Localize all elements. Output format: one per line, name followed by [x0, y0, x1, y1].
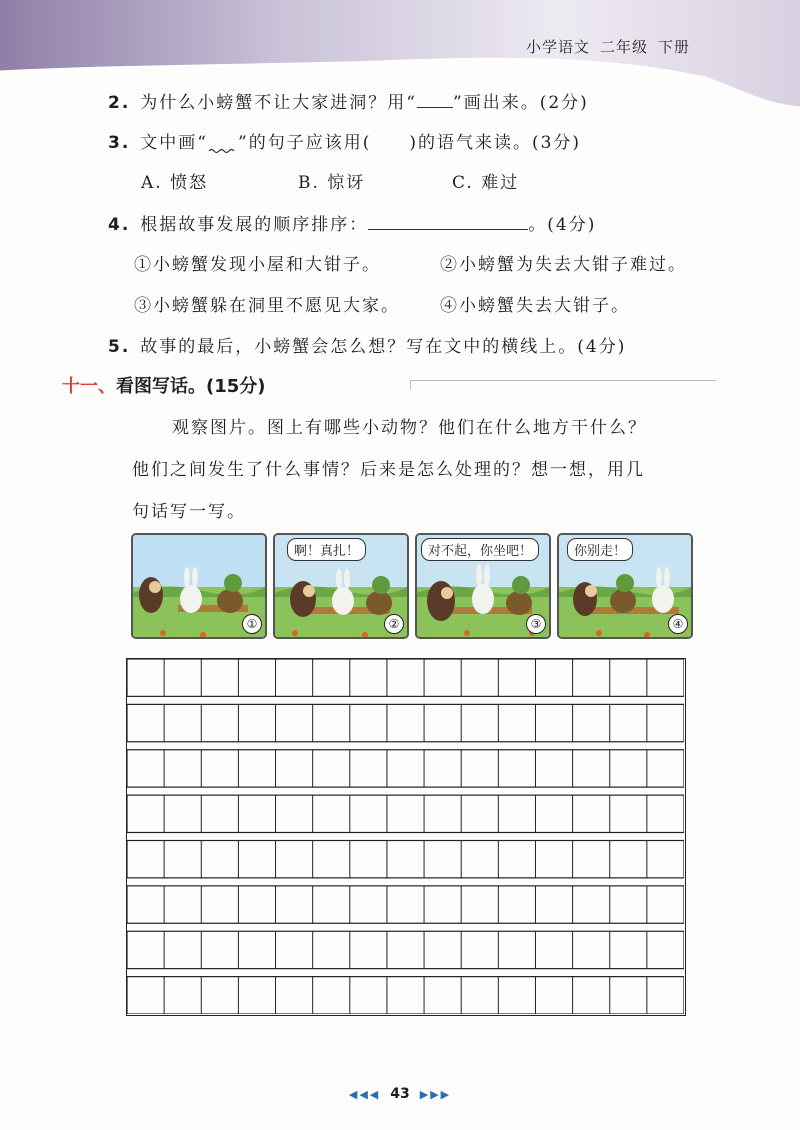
option-a: A. 愤怒	[141, 173, 209, 193]
comic-panel-3	[415, 533, 551, 639]
comic-panel-1	[131, 533, 267, 639]
instruction-line-1: 观察图片。图上有哪些小动物？他们在什么地方干什么？	[172, 418, 647, 438]
section-number: 十一、	[62, 376, 116, 397]
sequence-item-4: ④小螃蟹失去大钳子。	[440, 296, 630, 316]
question-text-post: ”的句子应该用( )的语气来读。(3分)	[238, 133, 582, 153]
header-title	[516, 36, 690, 57]
writing-grid-lines	[127, 659, 684, 1014]
next-arrows-icon: ▶▶▶	[419, 1088, 452, 1101]
grid-row	[127, 977, 684, 1014]
question-number: 4.	[108, 215, 131, 235]
question-3	[108, 128, 581, 154]
question-number: 3.	[108, 133, 131, 153]
instruction-line-2: 他们之间发生了什么事情？后来是怎么处理的？想一想，用几	[132, 460, 645, 480]
prev-arrows-icon: ◀◀◀	[348, 1088, 381, 1101]
question-5	[108, 332, 626, 357]
grid-row	[127, 750, 684, 787]
writing-grid[interactable]	[126, 658, 686, 1016]
answer-line	[368, 229, 528, 230]
question-text-post: ”画出来。(2分)	[453, 93, 589, 113]
grid-row	[127, 795, 684, 832]
header-subject: 小学语文	[525, 38, 590, 56]
grid-row	[127, 841, 684, 878]
page-number: 43	[390, 1086, 410, 1102]
blank-line	[417, 107, 453, 108]
panel-number: ④	[668, 614, 688, 634]
panel-number: ②	[384, 614, 404, 634]
wavy-underline-icon	[208, 140, 238, 154]
header-volume: 下册	[657, 38, 690, 56]
sequence-item-3: ③小螃蟹躲在洞里不愿见大家。	[134, 296, 400, 316]
question-4	[108, 210, 596, 235]
question-text-post: 。(4分)	[528, 215, 597, 235]
question-text-pre: 为什么小螃蟹不让大家进洞？用“	[140, 93, 417, 113]
comic-panel-2	[273, 533, 409, 639]
speech-bubble: 你别走！	[567, 538, 633, 561]
question-text: 故事的最后，小螃蟹会怎么想？写在文中的横线上。(4分)	[140, 337, 627, 357]
grid-row	[127, 704, 684, 741]
comic-panel-4	[557, 533, 693, 639]
panel-number: ③	[526, 614, 546, 634]
grid-row	[127, 931, 684, 968]
grid-row	[127, 659, 684, 696]
panel-number: ①	[242, 614, 262, 634]
sequence-item-1: ①小螃蟹发现小屋和大钳子。	[134, 255, 381, 275]
question-text-pre: 文中画“	[140, 133, 208, 153]
question-2	[108, 88, 589, 113]
option-c: C. 难过	[452, 173, 520, 193]
grid-row	[127, 886, 684, 923]
section-title: 看图写话。(15分)	[116, 376, 266, 397]
question-number: 5.	[108, 337, 131, 357]
page-footer	[0, 1086, 800, 1102]
question-number: 2.	[108, 93, 131, 113]
sequence-item-2: ②小螃蟹为失去大钳子难过。	[440, 255, 687, 275]
section-divider	[410, 380, 716, 389]
option-b: B. 惊讶	[298, 173, 366, 193]
question-text-pre: 根据故事发展的顺序排序：	[140, 215, 369, 235]
instruction-line-3: 句话写一写。	[132, 502, 246, 522]
header-grade: 二年级	[599, 38, 648, 56]
speech-bubble: 对不起，你坐吧！	[421, 538, 539, 561]
section-heading	[62, 372, 266, 398]
speech-bubble: 啊！真扎！	[287, 538, 366, 561]
